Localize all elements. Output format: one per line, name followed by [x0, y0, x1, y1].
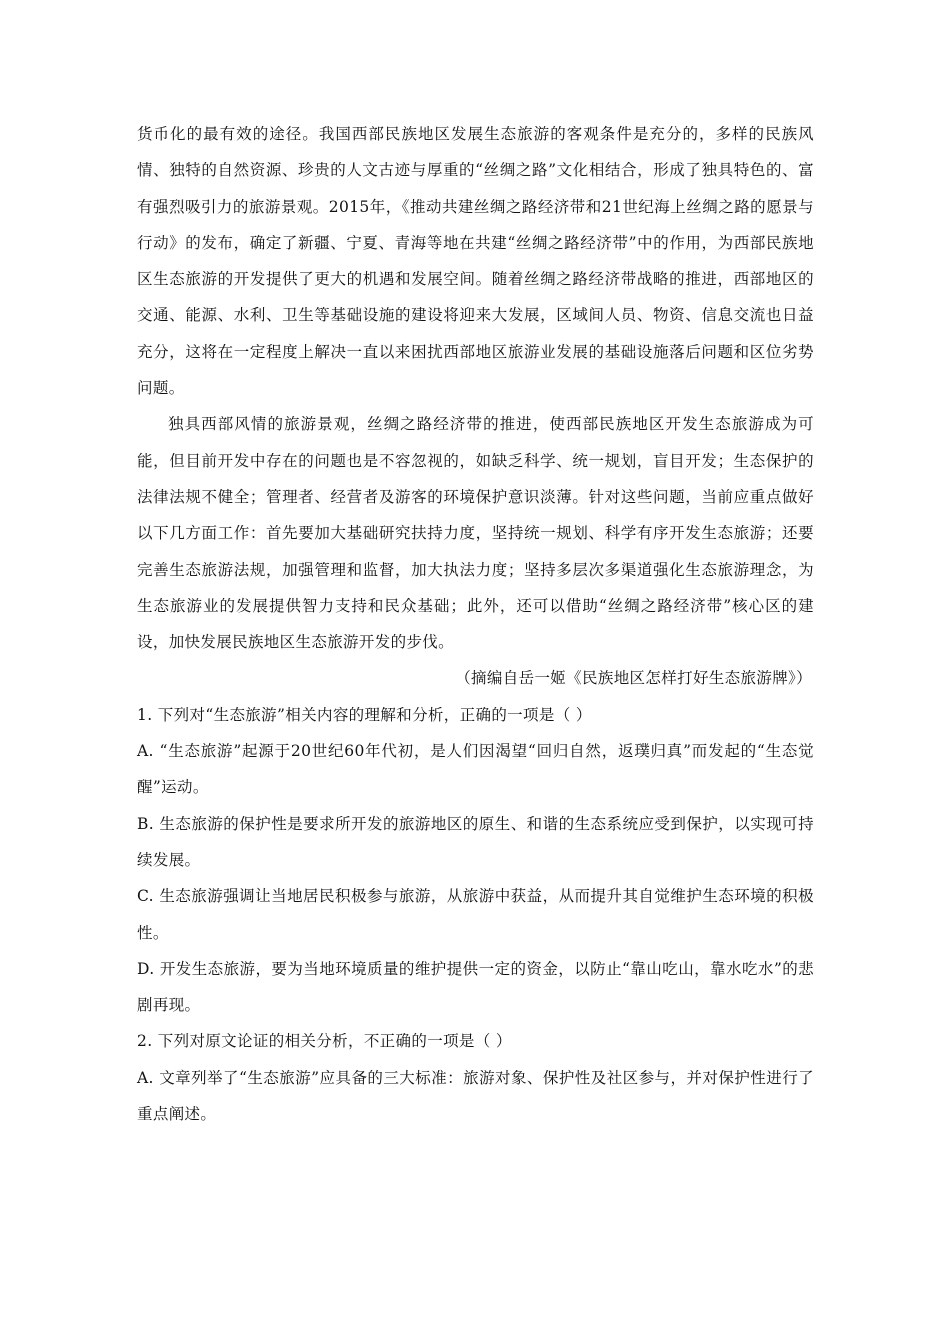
document-page — [137, 116, 814, 1132]
passage-paragraph-2: 独具西部风情的旅游景观，丝绸之路经济带的推进，使西部民族地区开发生态旅游成为可能，但目前开发中存在的问题也是不容忽视的，如缺乏科学、统一规划，盲目开发；生态保护的法律法规不健全；管理者、经营者及游客的环境保护意识淡薄。针对这些问题，当前应重点做好以下几方面工作：首先要加大基础研究扶持力度，坚持统一规划、科学有序开发生态旅游；还要完善生态旅游法规，加强管理和监督，加大执法力度；坚持多层次多渠道强化生态旅游理念，为生态旅游业的发展提供智力支持和民众基础；此外，还可以借助“丝绸之路经济带”核心区的建设，加快发展民族地区生态旅游开发的步伐。 — [137, 415, 814, 652]
question-1-option-d: D. 开发生态旅游，要为当地环境质量的维护提供一定的资金，以防止“靠山吃山，靠水吃水”的悲剧再现。 — [137, 959, 814, 1015]
passage-paragraph-1: 货币化的最有效的途径。我国西部民族地区发展生态旅游的客观条件是充分的，多样的民族风情、独特的自然资源、珍贵的人文古迹与厚重的“丝绸之路”文化相结合，形成了独具特色的、富有强烈吸引力的旅游景观。2015年，《推动共建丝绸之路经济带和21世纪海上丝绸之路的愿景与行动》的发布，确定了新疆、宁夏、青海等地在共建“丝绸之路经济带”中的作用，为西部民族地区生态旅游的开发提供了更大的机遇和发展空间。随着丝绸之路经济带战略的推进，西部地区的交通、能源、水利、卫生等基础设施的建设将迎来大发展，区域间人员、物资、信息交流也日益充分，这将在一定程度上解决一直以来困扰西部地区旅游业发展的基础设施落后问题和区位劣势问题。 — [137, 125, 814, 398]
passage-source: （摘编自岳一姬《民族地区怎样打好生态旅游牌》） — [455, 669, 812, 688]
question-1-option-c: C. 生态旅游强调让当地居民积极参与旅游，从旅游中获益，从而提升其自觉维护生态环境的积极性。 — [137, 887, 814, 942]
question-2-stem: 2. 下列对原文论证的相关分析，不正确的一项是（ ） — [137, 1032, 512, 1051]
question-1-option-a: A. “生态旅游”起源于20世纪60年代初，是人们因渴望“回归自然，返璞归真”而发起的“生态觉醒”运动。 — [137, 742, 814, 797]
question-1-option-b: B. 生态旅游的保护性是要求所开发的旅游地区的原生、和谐的生态系统应受到保护，以实现可持续发展。 — [137, 814, 814, 869]
question-2-option-a: A. 文章列举了“生态旅游”应具备的三大标准：旅游对象、保护性及社区参与，并对保护性进行了重点阐述。 — [137, 1068, 814, 1124]
question-1-stem: 1. 下列对“生态旅游”相关内容的理解和分析，正确的一项是（ ） — [137, 705, 592, 724]
